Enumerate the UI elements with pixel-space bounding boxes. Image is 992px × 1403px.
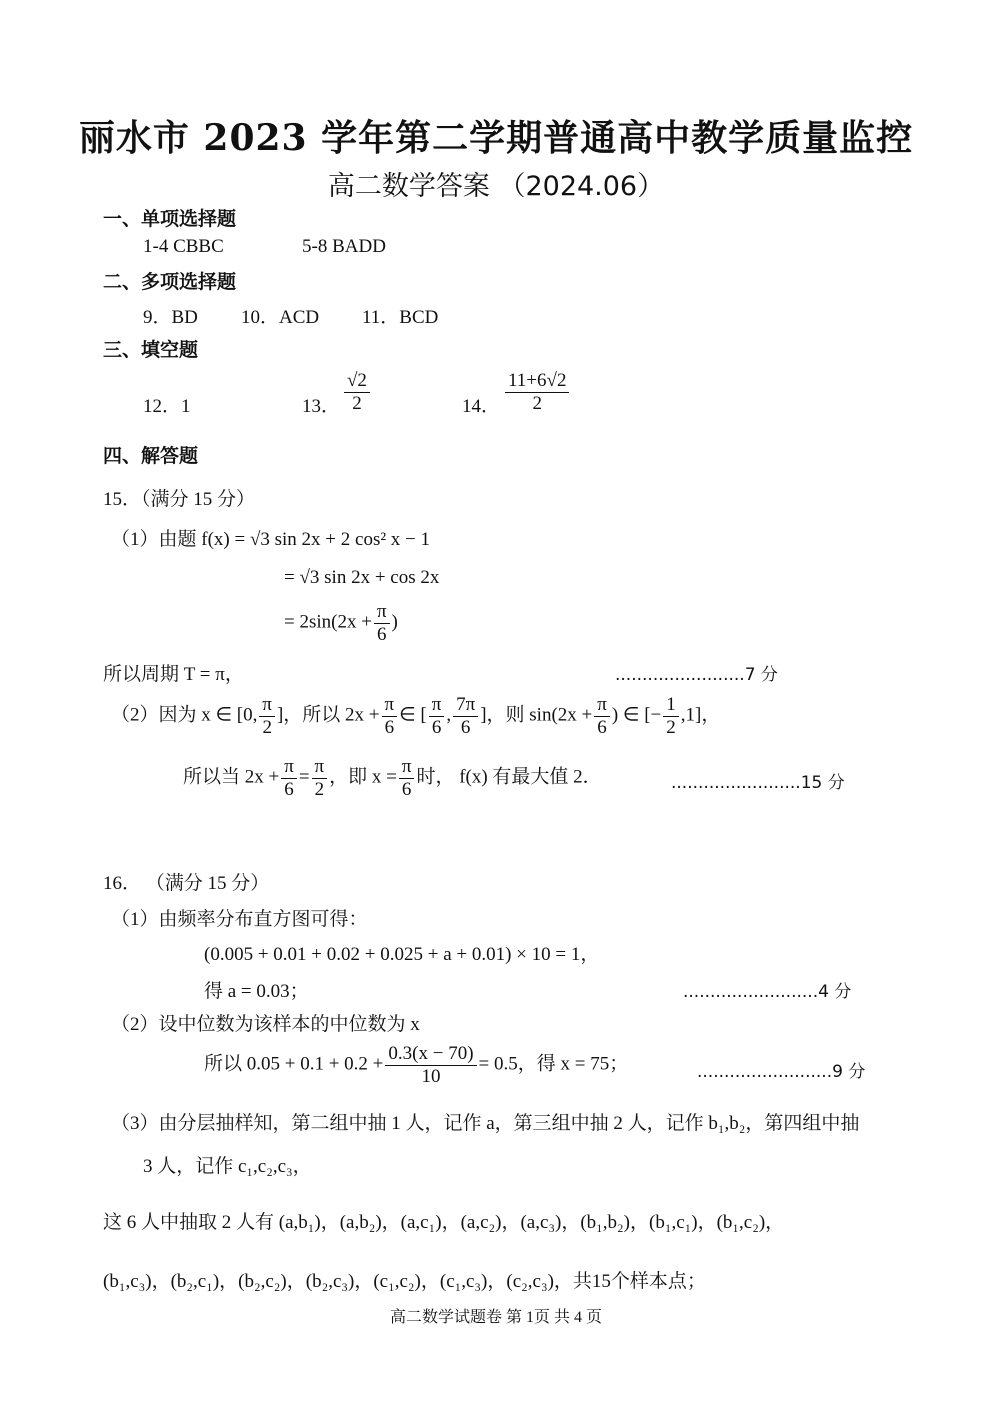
section-heading-solutions: 四、解答题: [103, 445, 199, 467]
q16-score-4: .........................4 分: [683, 982, 852, 1002]
answer-14-fraction: [503, 370, 571, 415]
q16-part2-intro: （2）设中位数为该样本的中位数为 x: [111, 1014, 420, 1035]
fraction-numerator: 7π: [453, 694, 478, 717]
q15-score-7: ........................7 分: [615, 665, 778, 685]
q16-part1-equation: (0.005 + 0.01 + 0.02 + 0.025 + a + 0.01) × 10 = 1，: [204, 944, 600, 965]
expr-text: （2）因为 x ∈ [0,: [111, 704, 258, 726]
fraction-numerator: π: [312, 756, 328, 779]
fraction-numerator: √2: [344, 370, 370, 393]
fraction-denominator: 2: [352, 392, 362, 414]
fraction-numerator: π: [259, 694, 275, 717]
expr-text: ,: [446, 704, 452, 726]
section-heading-fill-blank: 三、填空题: [103, 339, 199, 361]
q15-heading: 15．（满分 15 分）: [103, 489, 256, 510]
expr-text: ): [391, 611, 398, 633]
fraction-numerator: 0.3(x − 70): [385, 1043, 476, 1066]
fraction-denominator: 2: [314, 778, 325, 800]
fraction-denominator: 6: [431, 716, 442, 738]
expr-text: ,1]，: [680, 704, 721, 726]
section-heading-single-choice: 一、单项选择题: [103, 208, 237, 230]
q15-period: 所以周期 T = π，: [103, 664, 244, 685]
fraction-numerator: π: [429, 694, 445, 717]
q15-part2-line2: [183, 756, 602, 801]
q15-score-15: ........................15 分: [671, 773, 845, 793]
answer-13-fraction: [342, 370, 372, 415]
answer-13-label: 13．: [302, 396, 341, 417]
answer-11: 11．BCD: [362, 307, 439, 328]
expr-text: ]，所以 2x +: [276, 704, 380, 726]
page-title: 丽水市 2023 学年第二学期普通高中教学质量监控: [78, 117, 914, 159]
q15-part1-line3: [284, 601, 398, 646]
q15-part1-line2: = √3 sin 2x + cos 2x: [284, 567, 440, 588]
q15-part1-line1: （1）由题 f(x) = √3 sin 2x + 2 cos² x − 1: [111, 529, 431, 550]
fraction-denominator: 2: [262, 716, 272, 738]
expr-text: ，即 x =: [329, 766, 397, 788]
answer-10: 10．ACD: [241, 307, 320, 328]
expr-text: 时， f(x) 有最大值 2．: [416, 766, 602, 788]
fraction-numerator: π: [374, 601, 390, 624]
answer-14-label: 14．: [462, 396, 501, 417]
answer-9: 9．BD: [143, 307, 198, 328]
expr-text: = 0.5，得 x = 75；: [478, 1053, 629, 1075]
q16-part1-intro: （1）由频率分布直方图可得：: [111, 909, 368, 930]
expr-text: ]，则 sin(2x +: [480, 704, 593, 726]
fraction-denominator: 6: [284, 778, 294, 800]
section-heading-multi-choice: 二、多项选择题: [103, 271, 237, 293]
expr-text: 所以当 2x +: [183, 766, 280, 788]
answers-1-4: 1-4 CBBC: [143, 236, 224, 257]
expr-text: ) ∈ [−: [611, 704, 662, 726]
fraction-numerator: 1: [663, 694, 679, 717]
fraction-numerator: π: [594, 694, 610, 717]
answer-12: 12．1: [143, 396, 191, 417]
fraction-numerator: 11+6√2: [505, 370, 569, 393]
q16-part3-line4: (b₁,c₃)，(b₂,c₁)，(b₂,c₂)，(b₂,c₃)，(c₁,c₂)，(c₁,c₃)，(c₂,c₃)，共15个样本点；: [103, 1271, 706, 1292]
fraction-denominator: 2: [532, 392, 542, 414]
answers-5-8: 5-8 BADD: [302, 236, 386, 257]
expr-text: 所以 0.05 + 0.1 + 0.2 +: [204, 1053, 384, 1075]
expr-text: ∈ [: [399, 704, 427, 726]
fraction-denominator: 6: [376, 623, 387, 645]
fraction-denominator: 10: [421, 1065, 441, 1087]
q16-part3-line2: 3 人，记作 c₁,c₂,c₃，: [143, 1156, 312, 1177]
page-subtitle: 高二数学答案 （2024.06）: [327, 171, 665, 202]
q16-part3-line3: 这 6 人中抽取 2 人有 (a,b₁)，(a,b₂)，(a,c₁)，(a,c₂)，(a,c₃)，(b₁,b₂)，(b₁,c₁)，(b₁,c₂)，: [103, 1212, 785, 1233]
fraction-denominator: 6: [597, 716, 607, 738]
fraction-numerator: π: [382, 694, 398, 717]
q16-part1-result: 得 a = 0.03；: [204, 981, 309, 1002]
fraction-numerator: π: [281, 756, 297, 779]
fraction-denominator: 6: [384, 716, 395, 738]
expr-text: =: [298, 766, 310, 788]
page-footer: 高二数学试题卷 第 1页 共 4 页: [389, 1309, 602, 1326]
fraction-denominator: 6: [460, 716, 471, 738]
fraction-numerator: π: [399, 756, 415, 779]
q16-score-9: .........................9 分: [697, 1062, 866, 1082]
fraction-denominator: 6: [401, 778, 412, 800]
q16-part3-line1: （3）由分层抽样知，第二组中抽 1 人，记作 a，第三组中抽 2 人，记作 b₁,b₂，第四组中抽: [111, 1113, 860, 1134]
q15-part2-line1: [111, 694, 720, 739]
q16-heading: 16． （满分 15 分）: [103, 873, 270, 894]
fraction-denominator: 2: [666, 716, 676, 738]
expr-text: = 2sin(2x +: [284, 611, 372, 633]
q16-part2-equation: [204, 1043, 628, 1088]
